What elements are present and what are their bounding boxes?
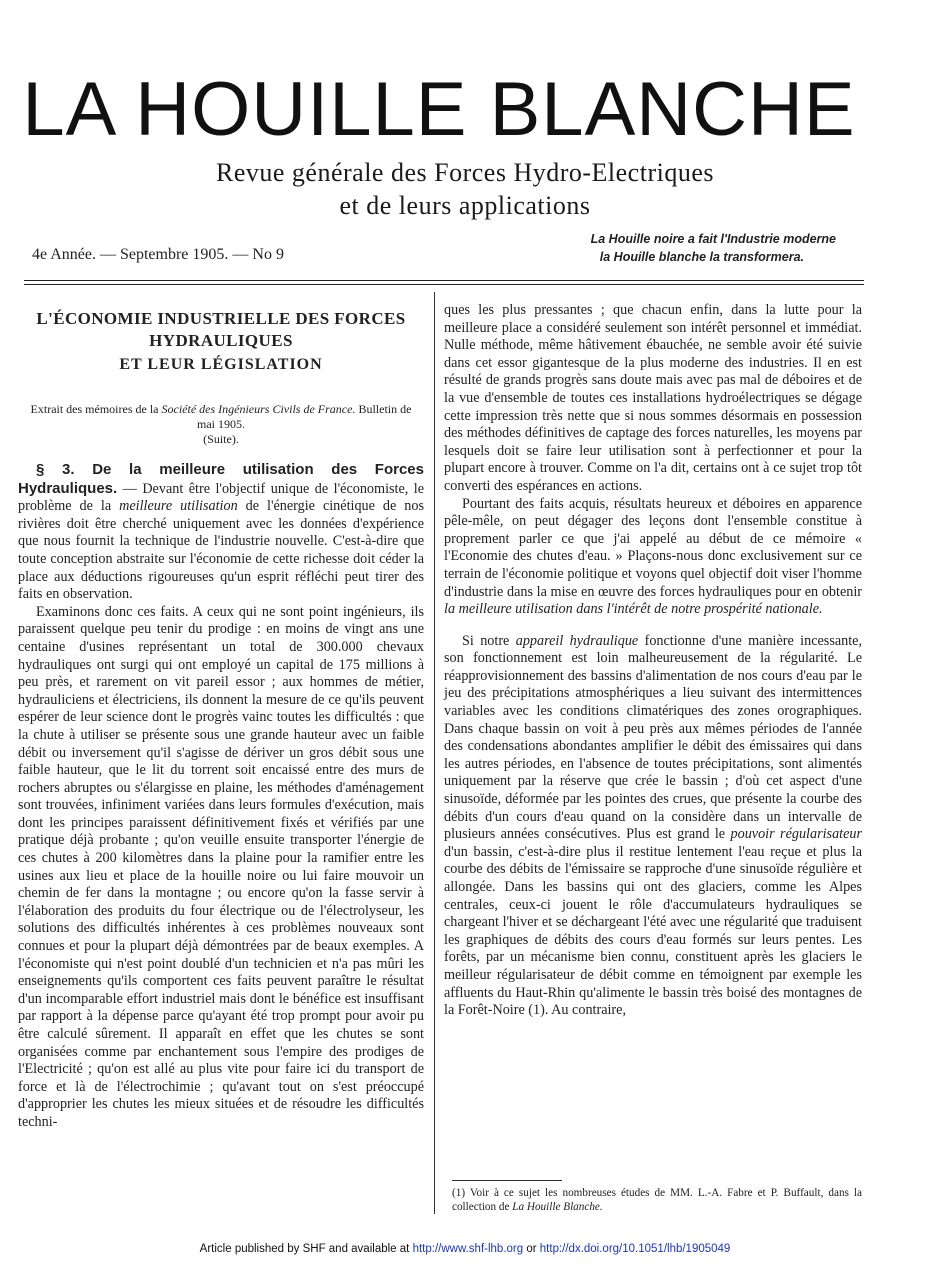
header-rule-thick	[24, 284, 864, 285]
motto-line1: La Houille noire a fait l'Industrie moderne	[590, 232, 836, 246]
right-p3-text-c: d'un bassin, c'est-à-dire plus il restitue lentement l'eau reçue et plus la courbe des débits de l'émissaire se rapproche d'une sinusoïde régulière et allongée. Dans les bassins qui ont des glaciers, comme les Alpes centrales, ceux-ci jouent le rôle d'accumulateurs hydrauliques se chargeant l'hiver et se déchargeant l'été avec une régularité que traduisent les graphiques de débits des cours d'eau formés sur leurs pentes. Les forêts, par un mécanisme bien connu, constituent après les glaciers le meilleur régularisateur de débit comme en témoignent par exemple les affluents du Haut-Rhin qu'alimente le bassin très boisé des montagnes de la Forêt-Noire (1). Au contraire,	[444, 843, 862, 1019]
footnote-emphasis: La Houille Blanche.	[512, 1201, 603, 1213]
footnote-text: (1) Voir à ce sujet les nombreuses études de MM. L.-A. Fabre et P. Buffault, dans la collection de	[452, 1187, 862, 1213]
extract-society: Société des Ingénieurs Civils de France.	[161, 402, 356, 416]
left-paragraph-1	[18, 461, 424, 604]
publication-footer	[0, 1243, 930, 1255]
doi-link[interactable]: http://dx.doi.org/10.1051/lhb/1905049	[539, 1243, 731, 1255]
section-heading: § 3. De la meilleure utilisation des Forces Hydrauliques.	[18, 461, 424, 497]
journal-subtitle-line2: et de leurs applications	[339, 191, 591, 220]
header-rule	[24, 280, 864, 281]
left-p1-emphasis: meilleure utilisation	[119, 498, 238, 515]
right-p3-text-a: Si notre	[462, 632, 510, 649]
issue-info: 4e Année. — Septembre 1905. — No 9	[32, 246, 284, 263]
article-title: L'ÉCONOMIE INDUSTRIELLE DES FORCES HYDRAULIQUES	[36, 309, 406, 350]
footnote	[452, 1186, 862, 1214]
journal-motto	[591, 230, 836, 266]
right-paragraph-2	[444, 496, 862, 619]
right-paragraph-3	[444, 633, 862, 1020]
left-p1-text-a: — Devant être l'objectif unique de l'économiste, le problème de la	[18, 480, 425, 515]
shf-link[interactable]: http://www.shf-lhb.org	[412, 1243, 524, 1255]
column-divider	[434, 292, 435, 1214]
right-p2-emphasis: la meilleure utilisation dans l'intérêt de notre prospérité nationale.	[444, 601, 823, 618]
left-paragraph-2: Examinons donc ces faits. A ceux qui ne sont point ingénieurs, ils paraissent quelque peu tenir du prodige : en moins de vingt ans une centaine d'usines représentant un total de 300.000 chevaux hydrauliques ont surgi qui ont employé un capital de 175 millions à peu près, et rarement on vit pareil essor ; aux hommes de métier, hydrauliciens et électriciens, ils donnent la mesure de ce qu'ils peuvent espérer de leur science dont le progrès vainc toutes les difficultés : que la chute à utiliser se présente sous une grande hauteur avec un faible débit ou inversement qu'il s'agisse de dériver un gros débit sous une faible hauteur, que le lit du torrent soit encaissé entre des murs de rochers abruptes ou s'élargisse en plaine, les méthodes d'aménagement sont trouvées, infiniment variées dans leurs formules d'exécution, mais dont les principes paraissent définitivement fixés et vérifiés par une pratique déjà probante ; qu'on veuille ensuite transporter l'énergie de ces chutes à 200 kilomètres dans la plaine pour la ramifier entre les usines aux lieu et place de la houille noire ou lui faire mouvoir un chemin de fer dans la montagne ; ou encore qu'on la fasse servir à l'élaboration des produits du four électrique ou de l'électrolyseur, les solutions des difficultés inhérentes à ces problèmes nouveaux sont connues et pour la plupart déjà démontrées par de beaux exemples. A l'économiste qui n'est point doublé d'un technicien et n'a pas mûri les enseignements qu'ils comportent ces faits peuvent paraître le résultat d'un incomparable effort industriel mais dont le bénéfice est insuffisant par rapport à la dépense parce qu'ayant été trop prompt pour avoir pu être calculé sûrement. Il apparaît en effet que les chutes se sont organisées comme par enchantement sous l'empire des prodiges de l'Electricité ; qu'on est allé au plus vite pour faire ici du transport de force et là de l'électrochimie ; qu'avant tout on s'est préoccupé d'approprier les chutes les mieux situées et de résoudre les difficultés techni-	[18, 603, 424, 1130]
left-p1-text-b: de l'énergie cinétique de nos rivières doit être cherché uniquement avec les données d'expérience que nous fournit la technique de l'industrie nouvelle. C'est-à-dire que toute conception abstraite sur l'économie de cette richesse doit céder la place aux déductions rigoureuses qu'un esprit réfléchi peut tirer des faits en observation.	[18, 498, 424, 603]
extract-note	[26, 402, 416, 432]
journal-masthead: LA HOUILLE BLANCHE	[22, 67, 856, 152]
motto-line2: la Houille blanche la transformera.	[599, 250, 804, 264]
left-column	[18, 308, 424, 1132]
article-subtitle: ET LEUR LÉGISLATION	[119, 356, 323, 373]
extract-prefix: Extrait des mémoires de la	[30, 402, 159, 416]
extract-bulletin: Bulletin de mai 1905.	[197, 402, 412, 431]
footer-text: Article published by SHF and available at	[199, 1243, 410, 1255]
footer-or: or	[526, 1243, 537, 1255]
right-p2-text: Pourtant des faits acquis, résultats heureux et déboires en apparence pêle-mêle, on peut dégager des leçons dont l'ensemble constitue à proprement parler ce que j'ai appelé au début de ce mémoire « l'Economie des chutes d'eau. » Plaçons-nous donc exclusivement sur ce terrain de l'économie politique et voyons quel objectif doit viser l'homme d'industrie dans la mise en œuvre des forces hydrauliques pour en obtenir	[444, 495, 862, 600]
right-paragraph-1: ques les plus pressantes ; que chacun enfin, dans la lutte pour la meilleure place a considéré seulement son intérêt personnel et immédiat. Nulle méthode, même hâtivement ébauchée, ne semble avoir été suivie dans cet essor gigantesque de la plus moderne des industries. Il en est résulté de grands progrès sans doute mais avec pas mal de déboires et de la vue d'ensemble de toutes ces installations hydroélectriques se dégage cette impression très nette que si nous sommes désormais en possession des méthodes définitives de captage des forces naturelles, les moyens par lesquels doit se faire leur utilisation sont à perfectionner et pour la plupart encore à trouver. Comme on l'a dit, certains ont à ce sujet trop tôt converti des espérances en actions.	[444, 302, 862, 494]
footnote-rule	[452, 1180, 562, 1181]
journal-subtitle-line1: Revue générale des Forces Hydro-Electriques	[216, 158, 714, 187]
suite-label: (Suite).	[203, 432, 239, 446]
right-p3-emphasis-2: pouvoir régularisateur	[730, 826, 863, 843]
right-p3-emphasis-1: appareil hydraulique	[515, 632, 639, 649]
right-p3-text-b: fonctionne d'une manière incessante, son fonctionnement est loin malheureusement de la régularité. Le réapprovisionnement des bassins d'alimentation de nos cours d'eau par le jeu des précipitations atmosphériques a lieu suivant des intermittences variables avec les conditions climatériques des zones orographiques. Dans chaque bassin on voit à peu près aux mêmes périodes de l'année des condensations abondantes amplifier le débit des émissaires qui dans les autres périodes, en l'absence de toutes précipitations, sont alimentés uniquement par la réserve que crée le bassin ; d'où cet aspect d'une sinusoïde, déformée par les pointes des crues, que présente la courbe des débits d'un cours d'eau quand on la considère dans un intervalle de plusieurs années consécutives. Plus est grand le	[444, 632, 863, 843]
right-column	[444, 302, 862, 1020]
